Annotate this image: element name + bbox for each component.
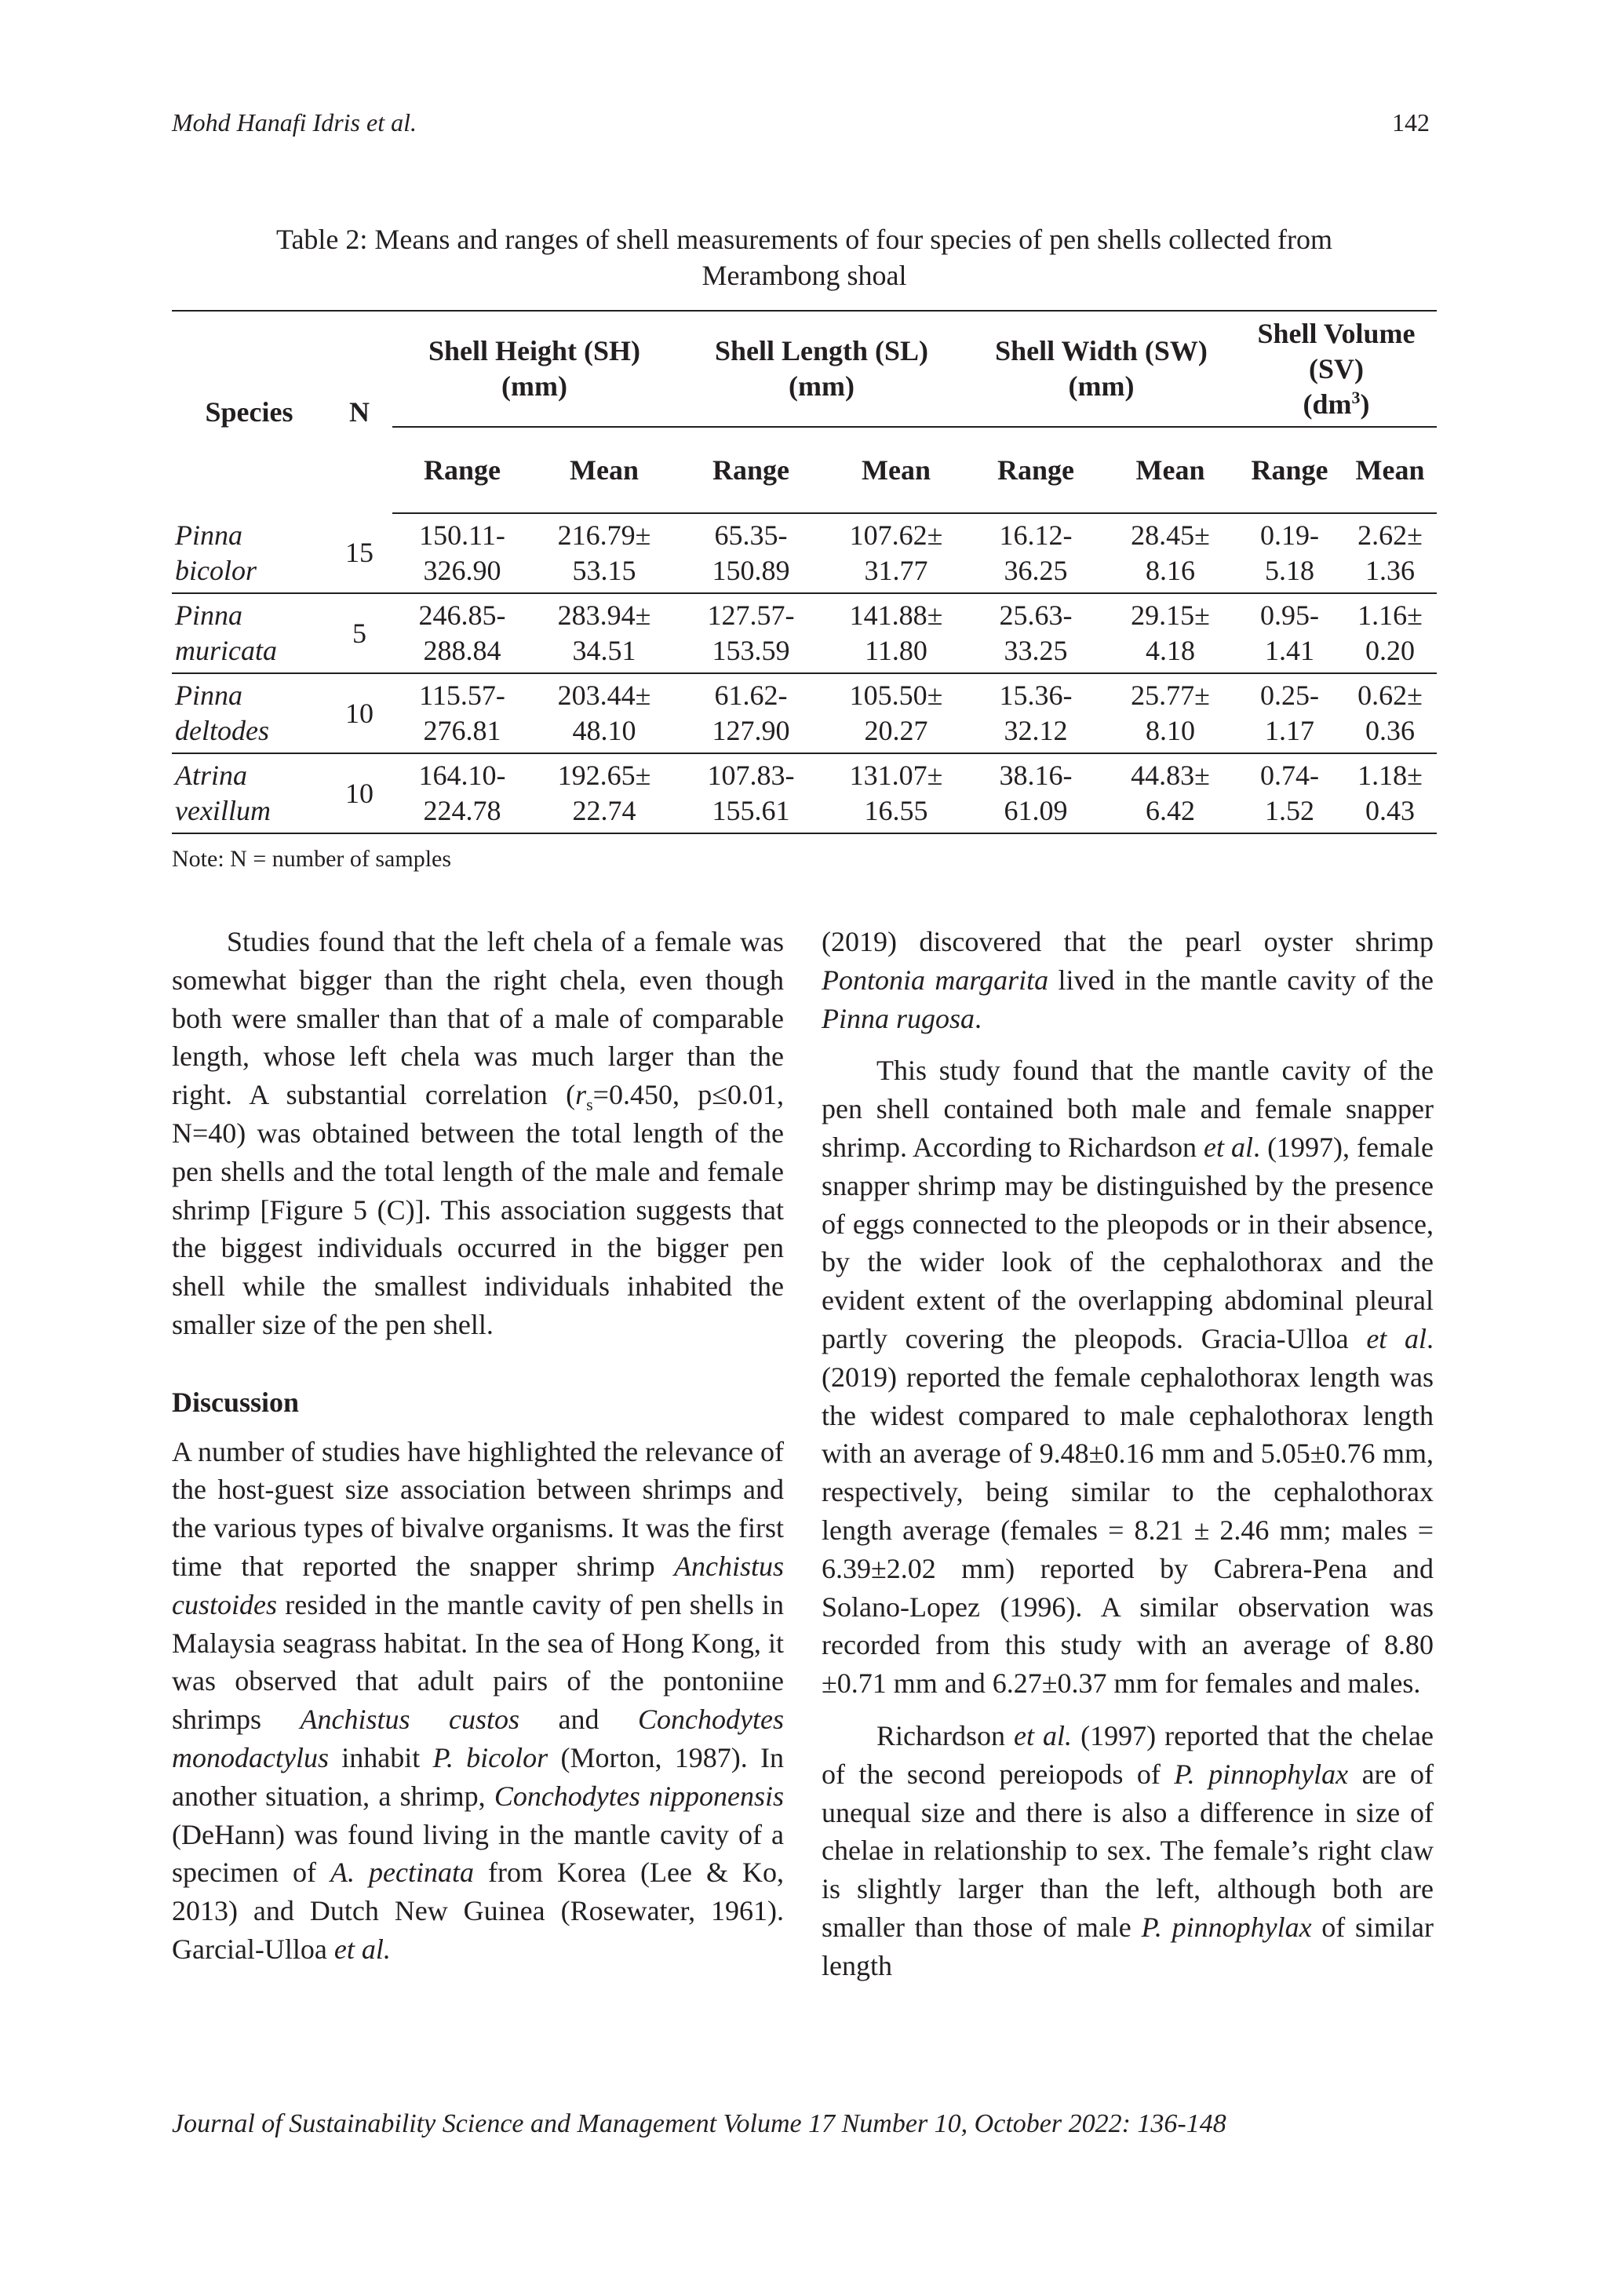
header-shell-height: Shell Height (SH) (mm) [392, 311, 676, 427]
table-row [172, 593, 1437, 673]
subheader-range: Range [1236, 427, 1343, 513]
header-n: N [349, 396, 370, 428]
sl-range-cell: 61.62- 127.90 [712, 680, 790, 746]
sw-mean-cell: 29.15± 4.18 [1131, 600, 1210, 666]
paragraph-results: Studies found that the left chela of a female was somewhat bigger than the right chela, even though both were smaller than that of a male of comparable length, whose left chela was much larger than the right. A substantial correlation ($r_s=0.450$, p≤0.01, N=40) was obtained between the total length of the pen shells and the total length of the male and female shrimp [Figure 5 (C)]. This association suggests that the biggest individuals occurred in the bigger pen shell while the smallest individuals inhabited the smaller size of the pen shell. [172, 926, 784, 1340]
sw-range-cell: 15.36- 32.12 [999, 680, 1073, 746]
page-number: 142 [1392, 108, 1430, 137]
header-species: Species [205, 396, 293, 428]
species-cell: Pinna muricata [175, 600, 277, 666]
sl-range-cell: 107.83- 155.61 [707, 760, 795, 826]
header-shell-length: Shell Length (SL) (mm) [676, 311, 967, 427]
sw-mean-cell: 25.77± 8.10 [1131, 680, 1210, 746]
sh-range-cell: 246.85- 288.84 [418, 600, 506, 666]
paragraph-mantle-cavity: This study found that the mantle cavity of the pen shell contained both male and female snapper shrimp. According to Richardson et al. (1997), female snapper shrimp may be distinguished by the presence of eggs connected to the pleopods or in their absence, by the wider look of the cephalothorax and the evident extent of the overlapping abdominal pleural partly covering the pleopods. Gracia-Ulloa et al. (2019) reported the female cephalothorax length was the widest compared to male cephalothorax length with an average of 9.48±0.16 mm and 5.05±0.76 mm, respectively, being similar to the cephalothorax length average (females = 8.21 ± 2.46 mm; males = 6.39±2.02 mm) reported by Cabrera-Pena and Solano-Lopez (1996). A similar observation was recorded from this study with an average of 8.80 ±0.71 mm and 6.27±0.37 mm for females and males. [822, 1055, 1434, 1700]
sh-range-cell: 115.57- 276.81 [419, 680, 505, 746]
n-cell: 5 [352, 617, 366, 649]
sh-range-cell: 150.11- 326.90 [419, 519, 505, 586]
sl-mean-cell: 105.50± 20.27 [849, 680, 943, 746]
table-note: Note: N = number of samples [172, 846, 452, 872]
table-caption-line2: Merambong shoal [701, 260, 907, 291]
species-cell: Atrina vexillum [175, 760, 271, 826]
table-row [172, 673, 1437, 753]
sv-range-cell: 0.25- 1.17 [1260, 680, 1319, 746]
sv-range-cell: 0.74- 1.52 [1260, 760, 1319, 826]
sv-mean-cell: 1.16± 0.20 [1357, 600, 1423, 666]
subheader-mean: Mean [1343, 427, 1437, 513]
n-cell: 15 [345, 537, 374, 568]
species-cell: Pinna bicolor [175, 519, 257, 586]
sw-mean-cell: 28.45± 8.16 [1131, 519, 1210, 586]
n-cell: 10 [345, 777, 374, 809]
running-header-author: Mohd Hanafi Idris et al. [172, 108, 417, 137]
sh-range-cell: 164.10- 224.78 [418, 760, 506, 826]
right-column [822, 923, 1434, 1985]
sw-mean-cell: 44.83± 6.42 [1131, 760, 1210, 826]
sh-mean-cell: 203.44± 48.10 [557, 680, 651, 746]
subheader-mean: Mean [1105, 427, 1236, 513]
paragraph-discussion: A number of studies have highlighted the relevance of the host-guest size association between shrimps and the various types of bivalve organisms. It was the first time that reported the snapper shrimp Anchistus custoides resided in the mantle cavity of pen shells in Malaysia seagrass habitat. In the sea of Hong Kong, it was observed that adult pairs of the pontoniine shrimps Anchistus custos and Conchodytes monodactylus inhabit P. bicolor (Morton, 1987). In another situation, a shrimp, Conchodytes nipponensis (DeHann) was found living in the mantle cavity of a specimen of A. pectinata from Korea (Lee & Ko, 2013) and Dutch New Guinea (Rosewater, 1961). Garcial-Ulloa et al. [172, 1435, 785, 1965]
subheader-mean: Mean [825, 427, 967, 513]
sv-range-cell: 0.95- 1.41 [1260, 600, 1319, 666]
sw-range-cell: 25.63- 33.25 [999, 600, 1073, 666]
sl-mean-cell: 131.07± 16.55 [849, 760, 943, 826]
left-column [172, 923, 784, 1969]
sw-range-cell: 38.16- 61.09 [999, 760, 1073, 826]
header-shell-width: Shell Width (SW) (mm) [967, 311, 1236, 427]
data-table [172, 310, 1437, 834]
paragraph-continued: (2019) discovered that the pearl oyster shrimp Pontonia margarita lived in the mantle cavity of the Pinna rugosa. [822, 926, 1434, 1034]
table-row [172, 753, 1437, 833]
subheader-mean: Mean [532, 427, 676, 513]
sl-mean-cell: 107.62± 31.77 [849, 519, 943, 586]
header-shell-volume: Shell Volume (SV) $(dm^3)$ [1236, 311, 1437, 427]
sw-range-cell: 16.12- 36.25 [999, 519, 1073, 586]
shell-measurements-table [172, 310, 1437, 834]
sh-mean-cell: 216.79± 53.15 [557, 519, 651, 586]
sv-range-cell: 0.19- 5.18 [1260, 519, 1319, 586]
sv-mean-cell: 0.62± 0.36 [1357, 680, 1423, 746]
table-row [172, 513, 1437, 593]
subheader-range: Range [676, 427, 825, 513]
species-cell: Pinna deltodes [175, 680, 269, 746]
sl-range-cell: 65.35- 150.89 [712, 519, 790, 586]
journal-footer: Journal of Sustainability Science and Management Volume 17 Number 10, October 2022: 136-148 [172, 2109, 1226, 2138]
n-cell: 10 [345, 697, 374, 729]
table-caption [172, 221, 1437, 293]
section-heading-discussion: Discussion [172, 1386, 300, 1418]
sv-mean-cell: 1.18± 0.43 [1357, 760, 1423, 826]
subheader-range: Range [967, 427, 1105, 513]
subheader-range: Range [392, 427, 532, 513]
sl-range-cell: 127.57- 153.59 [707, 600, 795, 666]
sl-mean-cell: 141.88± 11.80 [849, 600, 943, 666]
paragraph-chelae: Richardson et al. (1997) reported that the chelae of the second pereiopods of P. pinnophylax are of unequal size and there is also a difference in size of chelae in relationship to sex. The female’s right claw is slightly larger than the left, although both are smaller than those of male P. pinnophylax of similar length [822, 1719, 1434, 1981]
sh-mean-cell: 192.65± 22.74 [557, 760, 651, 826]
sv-mean-cell: 2.62± 1.36 [1357, 519, 1423, 586]
table-caption-line1: Table 2: Means and ranges of shell measurements of four species of pen shells collected from [275, 224, 1333, 255]
sh-mean-cell: 283.94± 34.51 [557, 600, 651, 666]
